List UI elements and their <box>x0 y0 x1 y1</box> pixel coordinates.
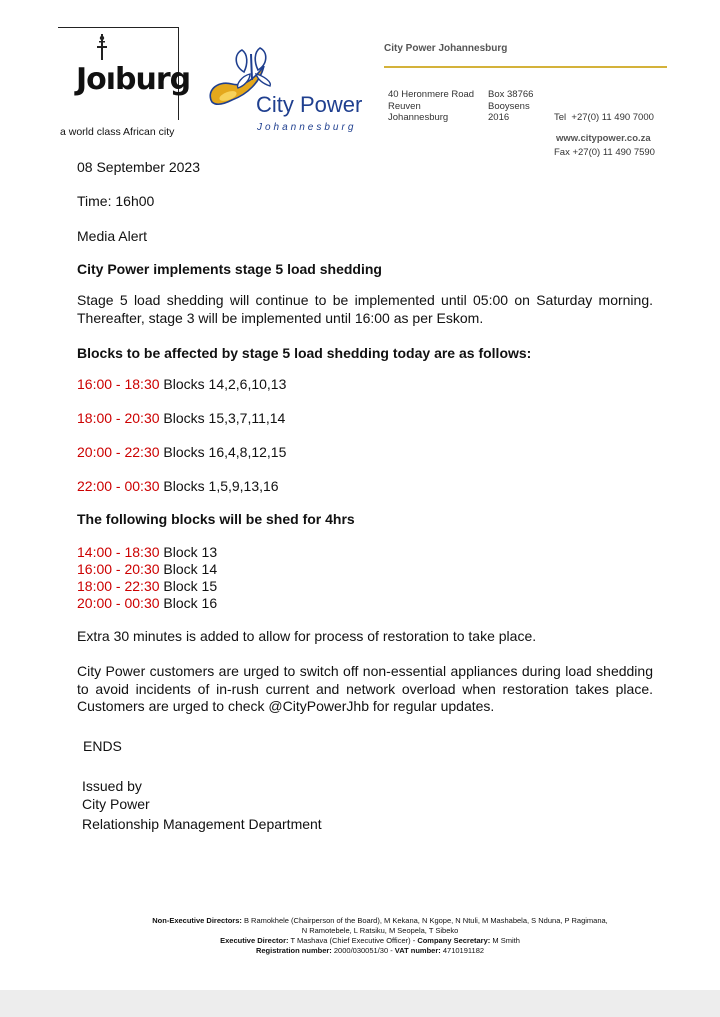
issued-org-line: City Power <box>82 796 150 812</box>
phone-column <box>554 89 655 170</box>
four-hours-time: 20:00 - 00:30 <box>77 595 160 611</box>
four-hours-time: 16:00 - 20:30 <box>77 561 160 577</box>
letterhead-divider <box>384 66 667 68</box>
address-line: 40 Heronmere Road <box>388 89 475 100</box>
four-hours-time: 14:00 - 18:30 <box>77 544 160 560</box>
media-alert-label: Media Alert <box>77 228 148 244</box>
four-hours-row <box>77 544 217 561</box>
four-hours-heading: The following blocks will be shed for 4hrs <box>77 511 355 527</box>
postal-line: 2016 <box>488 112 510 123</box>
page-bottom-band <box>0 990 720 1017</box>
vat-label: VAT number: <box>394 946 441 955</box>
schedule-time: 16:00 - 18:30 <box>77 376 160 392</box>
footer-executive-line <box>0 936 720 946</box>
city-power-logo-text: City Power <box>256 92 363 117</box>
schedule-row <box>77 410 285 427</box>
four-hours-time: 18:00 - 22:30 <box>77 578 160 594</box>
four-hours-row <box>77 595 217 612</box>
customer-urge-paragraph: City Power customers are urged to switch off non-essential appliances during load shedding to avoid incidents of in-rush current and network overload when restoration takes place. Customers are urged to check @CityPowerJhb for regular updates. <box>77 663 653 714</box>
schedule-blocks: Blocks 15,3,7,11,14 <box>163 410 286 426</box>
fax-line: Fax +27(0) 11 490 7590 <box>554 146 655 158</box>
schedule-row <box>77 376 286 393</box>
phone-line: Tel +27(0) 11 490 7000 <box>554 112 654 123</box>
schedule-blocks: Blocks 14,2,6,10,13 <box>163 376 287 392</box>
joburg-skyline-icon <box>88 32 118 64</box>
letterhead-title: City Power Johannesburg <box>384 43 508 54</box>
postal-line: Booysens <box>488 100 530 112</box>
issued-department-line: Relationship Management Department <box>82 816 322 832</box>
exec-label: Executive Director: <box>220 936 289 945</box>
restoration-note: Extra 30 minutes is added to allow for process of restoration to take place. <box>77 628 537 644</box>
schedule-time: 18:00 - 20:30 <box>77 410 160 426</box>
address-column <box>388 89 474 124</box>
ned-names: B Ramokhele (Chairperson of the Board), M Kekana, N Kgope, N Ntuli, M Mashabela, S Nduna, P Ragimana, <box>243 916 608 925</box>
schedule-blocks: Blocks 1,5,9,13,16 <box>163 478 279 494</box>
secretary-value: M Smith <box>492 936 520 945</box>
letter-time: Time: 16h00 <box>77 193 155 209</box>
footer-directors-line-2: N Ramotebele, L Ratsiku, M Seopela, T Sibeko <box>301 926 459 935</box>
city-power-logo-subtitle: Johannesburg <box>257 122 357 133</box>
footer-registration-line <box>0 946 720 956</box>
address-line: Reuven <box>388 100 421 112</box>
intro-paragraph: Stage 5 load shedding will continue to be implemented until 05:00 on Saturday morning. Thereafter, stage 3 will be implemented until 16:00 as per Eskom. <box>77 292 653 326</box>
joburg-logo-text: Joıburg <box>76 62 191 97</box>
four-hours-block: Block 13 <box>163 544 218 560</box>
four-hours-block: Block 16 <box>163 595 218 611</box>
exec-value: T Mashava (Chief Executive Officer) - <box>290 936 416 945</box>
address-line: Johannesburg <box>388 112 449 123</box>
footer-directors-line <box>0 916 720 926</box>
secretary-label: Company Secretary: <box>417 936 491 945</box>
schedule-row <box>77 444 286 461</box>
schedule-blocks: Blocks 16,4,8,12,15 <box>163 444 287 460</box>
vat-value: 4710191182 <box>442 946 485 955</box>
four-hours-row <box>77 578 217 595</box>
joburg-tagline: a world class African city <box>60 126 175 138</box>
ends-label: ENDS <box>83 738 122 754</box>
ned-label: Non-Executive Directors: <box>152 916 242 925</box>
postal-line: Box 38766 <box>488 89 534 100</box>
schedule-time: 20:00 - 22:30 <box>77 444 160 460</box>
postal-column <box>488 89 533 124</box>
schedule-row <box>77 478 279 495</box>
issued-by-line: Issued by <box>82 778 142 794</box>
letter-heading: City Power implements stage 5 load shedding <box>77 261 382 277</box>
schedule-time: 22:00 - 00:30 <box>77 478 160 494</box>
four-hours-row <box>77 561 217 578</box>
registration-value: 2000/030051/30 - <box>333 946 393 955</box>
letter-date: 08 September 2023 <box>77 159 200 175</box>
four-hours-block: Block 15 <box>163 578 218 594</box>
registration-label: Registration number: <box>255 946 332 955</box>
four-hours-block: Block 14 <box>163 561 218 577</box>
blocks-heading: Blocks to be affected by stage 5 load shedding today are as follows: <box>77 345 532 361</box>
website-link[interactable]: www.citypower.co.za <box>556 133 651 144</box>
